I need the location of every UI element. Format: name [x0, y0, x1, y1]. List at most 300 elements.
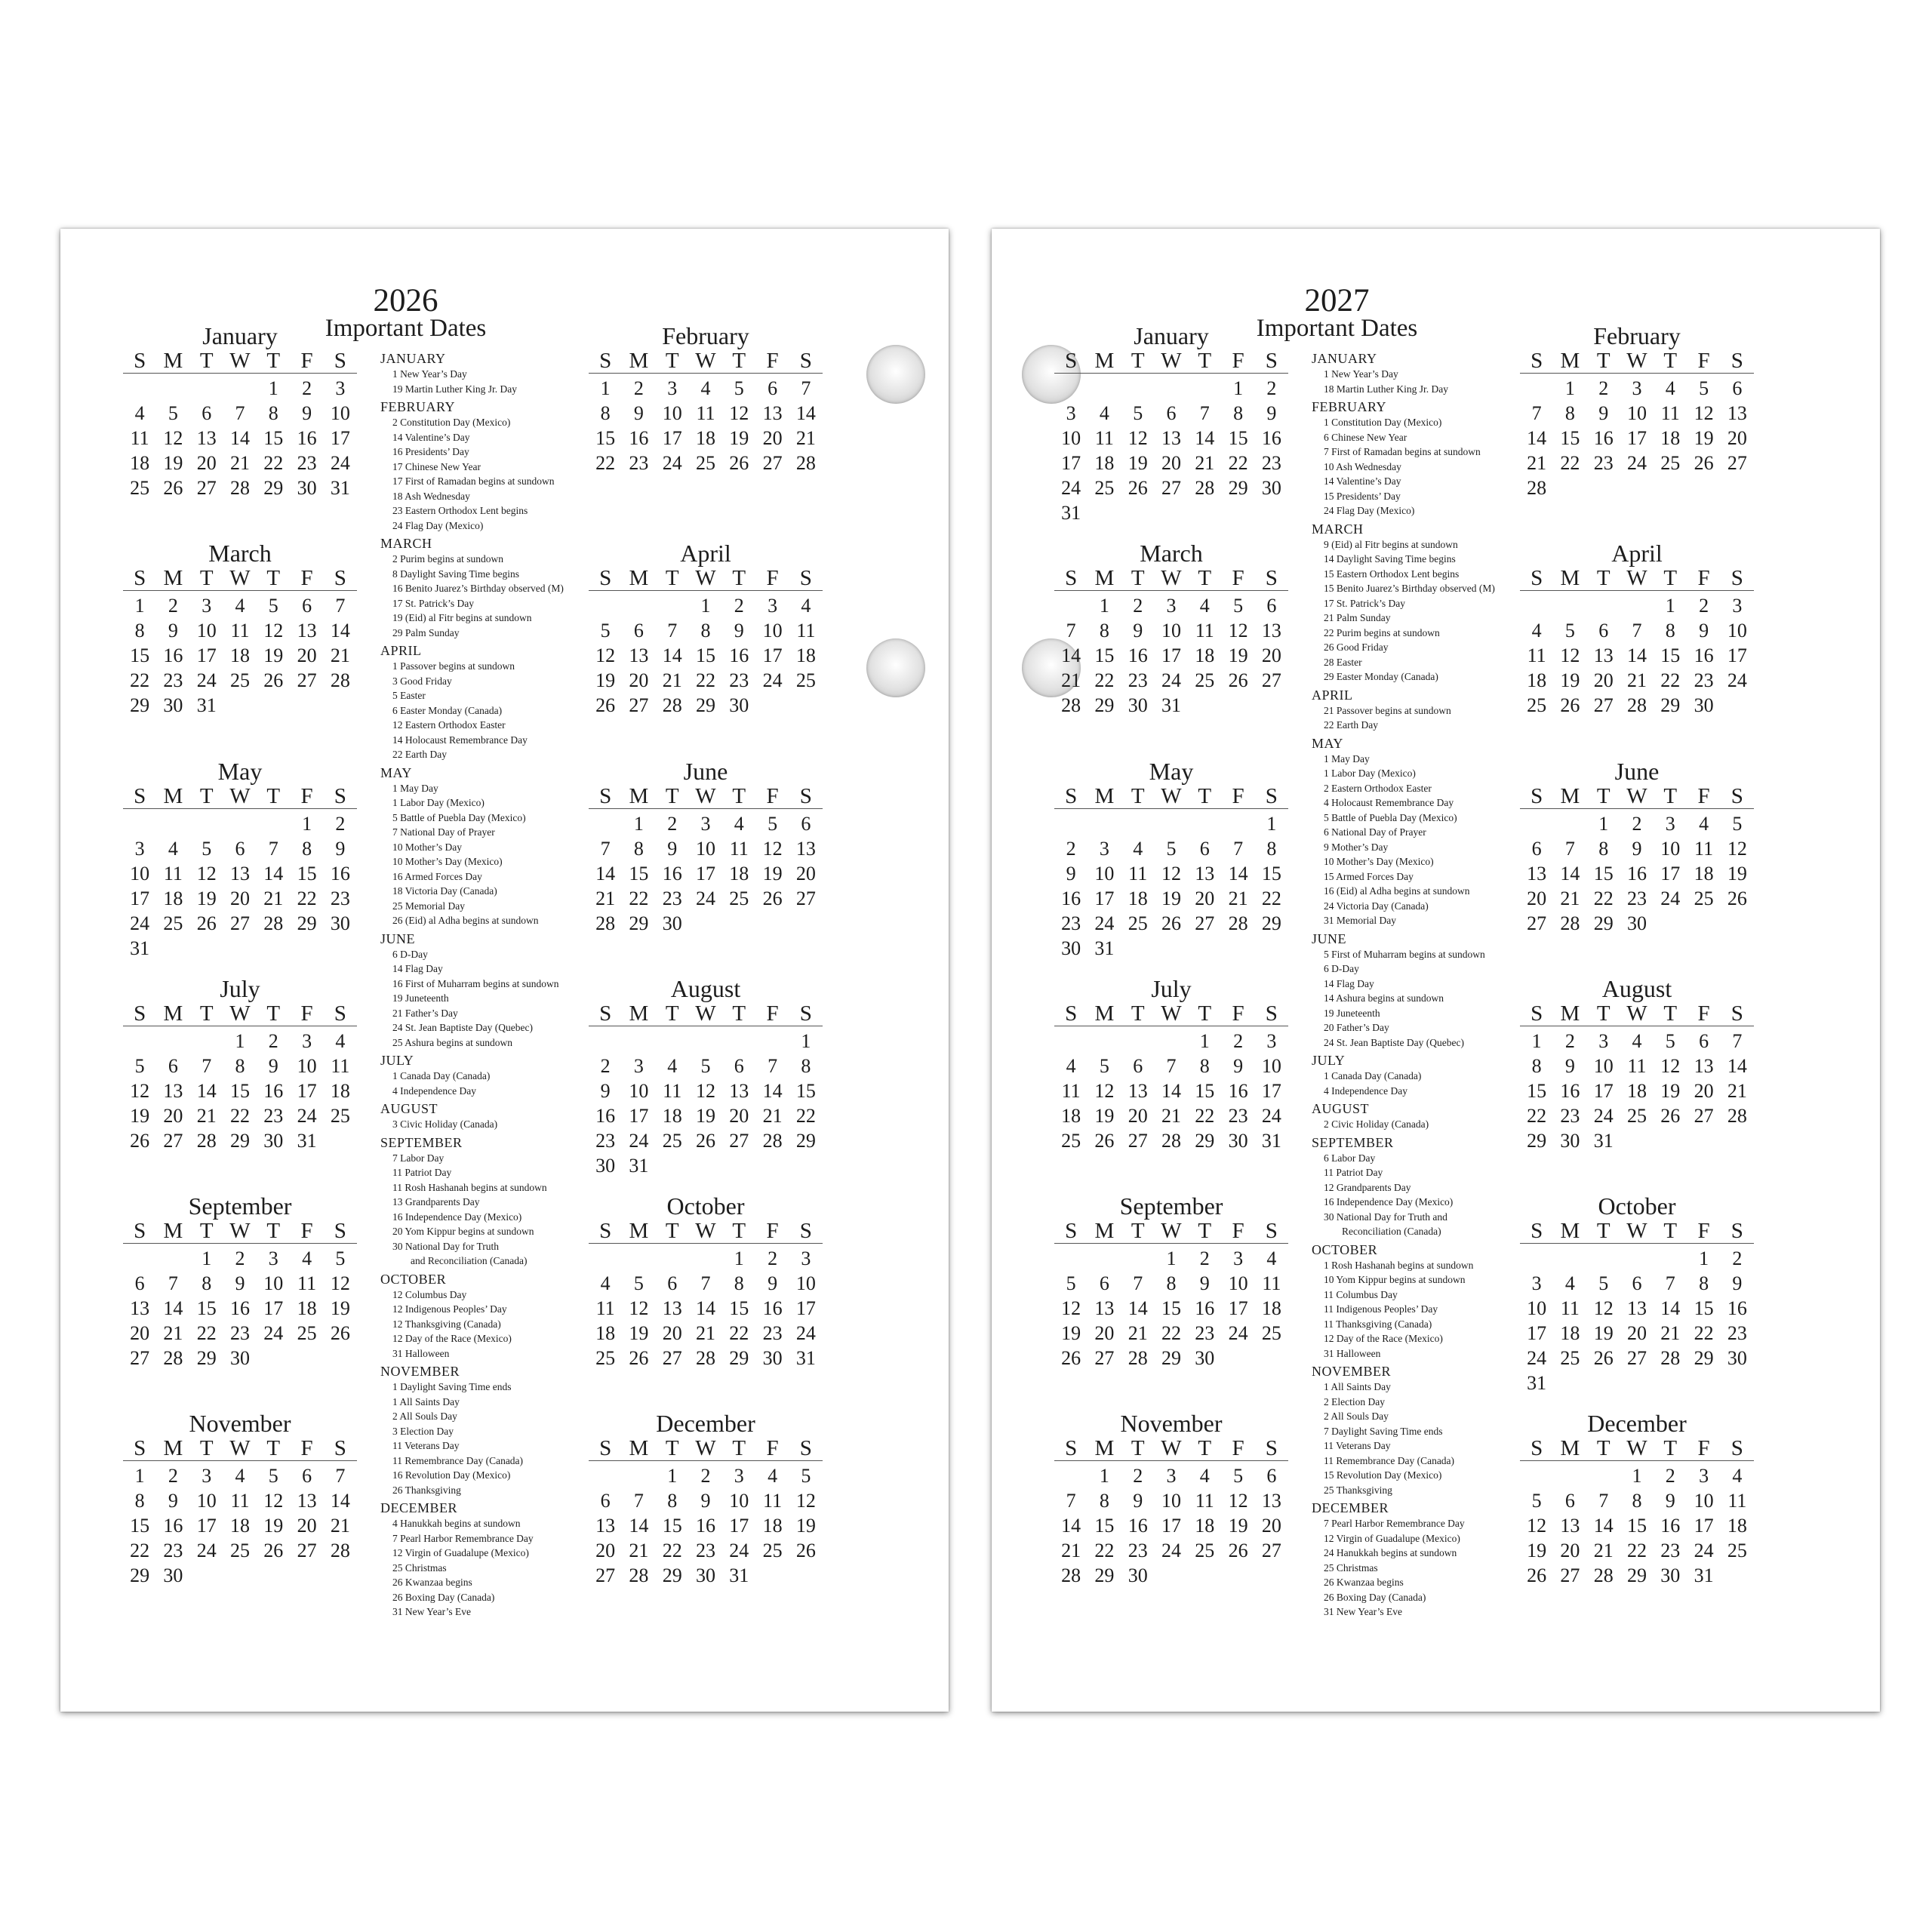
day-number: 21: [1061, 1540, 1081, 1561]
binder-hole-bottom: [866, 638, 925, 697]
day-number: 3: [202, 595, 212, 617]
important-date-item: 24 Flag Day (Mexico): [1324, 505, 1415, 516]
empty-cell: [156, 376, 189, 401]
day-number: 16: [729, 645, 749, 666]
day-number: 2: [1199, 1247, 1210, 1269]
weekday-header: [589, 566, 823, 591]
weekday-label: T: [1131, 784, 1145, 808]
day-number: 31: [196, 694, 217, 716]
day-number: 12: [1128, 427, 1148, 449]
empty-cell: [1054, 1463, 1088, 1488]
empty-cell: [123, 1246, 156, 1271]
weekday-label: S: [799, 349, 812, 373]
day-number: 15: [595, 427, 616, 449]
empty-cell: [1553, 811, 1586, 836]
day-number: 28: [1727, 1105, 1747, 1127]
day-number: 17: [263, 1297, 284, 1319]
day-number: 30: [163, 1564, 183, 1586]
day-number: 3: [268, 1247, 278, 1269]
month-calendar-april: [589, 540, 823, 718]
day-number: 23: [1195, 1322, 1215, 1344]
empty-cell: [1121, 376, 1155, 401]
day-number: 20: [1261, 645, 1281, 666]
empty-cell: [1188, 376, 1221, 401]
weekday-label: M: [163, 349, 183, 373]
important-date-item: 31 New Year’s Eve: [392, 1606, 471, 1617]
day-number: 18: [163, 888, 183, 909]
day-number: 5: [1598, 1272, 1609, 1294]
day-number: 13: [1593, 645, 1614, 666]
day-number: 26: [1694, 452, 1714, 474]
important-date-item: 11 Patriot Day: [392, 1167, 452, 1178]
day-number: 22: [1593, 888, 1614, 909]
weekday-label: F: [300, 1001, 313, 1026]
important-date-item: 14 Flag Day: [392, 963, 443, 974]
day-number: 13: [795, 838, 816, 860]
day-number: 21: [762, 1105, 783, 1127]
day-number: 24: [1228, 1322, 1248, 1344]
weekday-label: M: [629, 1436, 649, 1460]
weekday-label: W: [1161, 1001, 1182, 1026]
day-number: 27: [1261, 669, 1281, 691]
day-number: 28: [662, 694, 682, 716]
day-number: 10: [1527, 1297, 1547, 1319]
important-date-item: 12 Day of the Race (Mexico): [392, 1333, 512, 1344]
weekday-label: S: [799, 566, 812, 590]
day-number: 5: [600, 620, 611, 641]
day-number: 18: [229, 645, 250, 666]
day-number: 26: [263, 669, 284, 691]
day-number: 14: [1195, 427, 1215, 449]
day-number: 9: [667, 838, 678, 860]
day-number: 5: [1531, 1490, 1542, 1512]
day-number: 19: [1128, 452, 1148, 474]
day-number: 29: [263, 477, 284, 499]
empty-cell: [190, 1029, 223, 1054]
day-number: 14: [229, 427, 250, 449]
day-number: 26: [1228, 1540, 1248, 1561]
day-number: 3: [667, 377, 678, 399]
weekday-label: F: [766, 784, 779, 808]
day-number: 2: [168, 595, 178, 617]
day-number: 14: [695, 1297, 715, 1319]
important-date-item: 5 Battle of Puebla Day (Mexico): [392, 811, 526, 823]
day-number: 9: [1699, 620, 1709, 641]
important-date-item: 20 Yom Kippur begins at sundown: [392, 1226, 534, 1237]
day-number: 19: [1094, 1105, 1115, 1127]
day-number: 6: [600, 1490, 611, 1512]
day-number: 24: [1727, 669, 1747, 691]
day-number: 25: [1195, 1540, 1215, 1561]
day-number: 12: [263, 1490, 284, 1512]
day-number: 13: [229, 863, 250, 884]
month-calendar-october: [589, 1193, 823, 1371]
day-number: 18: [229, 1515, 250, 1537]
weekday-label: W: [229, 784, 251, 808]
day-number: 22: [1527, 1105, 1547, 1127]
important-date-item: 22 Purim begins at sundown: [1324, 626, 1440, 638]
important-date-item: 1 Constitution Day (Mexico): [1324, 417, 1442, 428]
month-name: May: [217, 758, 263, 785]
empty-cell: [1520, 1246, 1553, 1271]
day-number: 15: [263, 427, 284, 449]
weekday-label: S: [1730, 1436, 1743, 1460]
empty-cell: [1520, 376, 1553, 401]
calendar-page-2026: [60, 229, 949, 1712]
weekday-label: W: [1161, 566, 1182, 590]
day-number: 23: [1626, 888, 1647, 909]
important-date-item: 6 Labor Day: [1324, 1152, 1376, 1164]
weekday-label: S: [1065, 784, 1078, 808]
day-number: 8: [1564, 402, 1575, 424]
day-number: 22: [1161, 1322, 1181, 1344]
day-number: 7: [667, 620, 678, 641]
day-number: 10: [795, 1272, 816, 1294]
calendar-page-2027: [992, 229, 1880, 1712]
weekday-label: S: [1531, 1219, 1543, 1243]
important-date-item: 15 Presidents’ Day: [1324, 490, 1401, 502]
empty-cell: [1155, 1029, 1188, 1054]
day-number: 6: [134, 1272, 145, 1294]
day-number: 14: [629, 1515, 649, 1537]
important-date-item: 19 Juneteenth: [1324, 1007, 1380, 1019]
day-number: 23: [695, 1540, 715, 1561]
important-date-item: 18 Victoria Day (Canada): [392, 885, 497, 897]
day-grid: [589, 1026, 823, 1178]
day-number: 9: [1632, 838, 1642, 860]
day-number: 8: [801, 1055, 811, 1077]
day-number: 9: [335, 838, 346, 860]
day-number: 25: [762, 1540, 783, 1561]
day-number: 30: [229, 1347, 250, 1369]
day-number: 4: [1699, 813, 1709, 835]
day-number: 25: [662, 1130, 682, 1152]
weekday-label: M: [1094, 1436, 1115, 1460]
day-number: 11: [1527, 645, 1546, 666]
month-calendar-july: [123, 976, 357, 1153]
day-number: 3: [1066, 402, 1076, 424]
day-number: 17: [1727, 645, 1747, 666]
day-number: 8: [1199, 1055, 1210, 1077]
day-number: 25: [229, 1540, 250, 1561]
weekday-label: W: [695, 566, 716, 590]
weekday-label: T: [1198, 1436, 1212, 1460]
day-number: 23: [263, 1105, 284, 1127]
weekday-label: T: [1596, 1001, 1611, 1026]
day-number: 11: [1560, 1297, 1580, 1319]
day-number: 27: [1128, 1130, 1148, 1152]
day-number: 30: [1128, 694, 1148, 716]
month-calendar-july: [1054, 976, 1288, 1153]
day-number: 17: [662, 427, 682, 449]
empty-cell: [1553, 1246, 1586, 1271]
important-date-item: 7 Labor Day: [392, 1152, 445, 1164]
day-number: 21: [330, 1515, 350, 1537]
weekday-label: T: [1131, 1001, 1145, 1026]
weekday-label: W: [695, 784, 716, 808]
day-number: 26: [1128, 477, 1148, 499]
day-number: 1: [202, 1247, 212, 1269]
day-grid: [1054, 1244, 1288, 1371]
day-number: 29: [1694, 1347, 1714, 1369]
day-number: 6: [801, 813, 811, 835]
month-name: June: [1614, 758, 1660, 785]
day-number: 3: [1099, 838, 1109, 860]
day-number: 20: [130, 1322, 150, 1344]
day-number: 17: [196, 645, 217, 666]
day-number: 11: [696, 402, 715, 424]
important-date-item: 26 Kwanzaa begins: [1324, 1577, 1404, 1588]
day-number: 16: [1694, 645, 1714, 666]
day-number: 30: [1660, 1564, 1681, 1586]
day-number: 14: [1128, 1297, 1148, 1319]
day-number: 20: [729, 1105, 749, 1127]
month-name: July: [1151, 975, 1192, 1002]
empty-cell: [1088, 376, 1121, 401]
day-number: 17: [196, 1515, 217, 1537]
day-number: 24: [1261, 1105, 1281, 1127]
weekday-header: [123, 566, 357, 591]
day-number: 1: [734, 1247, 744, 1269]
day-number: 23: [1560, 1105, 1580, 1127]
day-number: 27: [629, 694, 649, 716]
day-number: 1: [1564, 377, 1575, 399]
day-number: 27: [1727, 452, 1747, 474]
day-number: 4: [168, 838, 178, 860]
day-number: 10: [1694, 1490, 1714, 1512]
day-number: 9: [600, 1080, 611, 1102]
weekday-label: S: [334, 784, 346, 808]
empty-cell: [689, 1029, 722, 1054]
day-grid: [123, 1244, 357, 1371]
weekday-label: S: [1265, 1001, 1278, 1026]
important-date-item: 6 National Day of Prayer: [1324, 826, 1426, 838]
important-date-item: 31 Halloween: [392, 1347, 450, 1359]
empty-cell: [656, 593, 689, 618]
day-number: 24: [196, 1540, 217, 1561]
day-number: 20: [762, 427, 783, 449]
day-grid: [589, 1244, 823, 1371]
day-number: 28: [196, 1130, 217, 1152]
day-number: 30: [1128, 1564, 1148, 1586]
important-date-item: 18 Ash Wednesday: [392, 490, 470, 502]
day-number: 19: [1694, 427, 1714, 449]
empty-cell: [123, 811, 156, 836]
day-number: 6: [768, 377, 778, 399]
day-number: 4: [1632, 1030, 1642, 1052]
day-number: 20: [229, 888, 250, 909]
day-number: 10: [1626, 402, 1647, 424]
weekday-label: M: [163, 1436, 183, 1460]
important-dates-title: Important Dates: [325, 315, 487, 342]
day-number: 12: [795, 1490, 816, 1512]
day-number: 4: [667, 1055, 678, 1077]
weekday-label: S: [599, 1436, 612, 1460]
day-number: 14: [1061, 645, 1081, 666]
day-number: 13: [762, 402, 783, 424]
day-number: 18: [662, 1105, 682, 1127]
day-number: 12: [729, 402, 749, 424]
day-number: 23: [1727, 1322, 1747, 1344]
day-number: 13: [1626, 1297, 1647, 1319]
day-number: 4: [801, 595, 811, 617]
day-number: 26: [795, 1540, 816, 1561]
empty-cell: [622, 593, 655, 618]
month-calendar-november: [1054, 1411, 1288, 1588]
day-number: 4: [335, 1030, 346, 1052]
day-number: 25: [1560, 1347, 1580, 1369]
day-number: 19: [729, 427, 749, 449]
important-dates-list: [380, 351, 595, 1620]
day-number: 2: [1133, 1465, 1143, 1487]
day-number: 7: [1233, 838, 1244, 860]
month-calendar-march: [123, 540, 357, 718]
day-number: 26: [1727, 888, 1747, 909]
weekday-label: M: [629, 566, 649, 590]
empty-cell: [1121, 1029, 1155, 1054]
day-number: 29: [662, 1564, 682, 1586]
day-number: 19: [762, 863, 783, 884]
important-date-item: 1 Labor Day (Mexico): [392, 797, 485, 808]
day-number: 18: [1527, 669, 1547, 691]
empty-cell: [1553, 1463, 1586, 1488]
day-number: 11: [1627, 1055, 1647, 1077]
day-number: 2: [1066, 838, 1076, 860]
day-number: 20: [1128, 1105, 1148, 1127]
day-number: 7: [1066, 620, 1076, 641]
important-date-item: 26 Boxing Day (Canada): [1324, 1591, 1426, 1603]
day-number: 24: [1061, 477, 1081, 499]
day-number: 5: [1133, 402, 1143, 424]
day-number: 29: [1261, 912, 1281, 934]
important-month-heading: AUGUST: [1312, 1101, 1370, 1116]
weekday-label: T: [266, 1436, 281, 1460]
day-number: 23: [330, 888, 350, 909]
day-number: 29: [695, 694, 715, 716]
day-number: 10: [1593, 1055, 1614, 1077]
empty-cell: [190, 376, 223, 401]
day-number: 6: [633, 620, 644, 641]
day-number: 16: [1128, 1515, 1148, 1537]
day-number: 18: [1195, 1515, 1215, 1537]
weekday-label: T: [665, 1001, 679, 1026]
empty-cell: [1121, 1246, 1155, 1271]
empty-cell: [257, 811, 290, 836]
weekday-label: F: [766, 349, 779, 373]
day-number: 18: [1727, 1515, 1747, 1537]
day-number: 25: [1527, 694, 1547, 716]
day-number: 27: [297, 669, 317, 691]
day-number: 13: [629, 645, 649, 666]
weekday-label: T: [665, 1436, 679, 1460]
day-number: 24: [263, 1322, 284, 1344]
day-number: 1: [1166, 1247, 1177, 1269]
weekday-label: T: [1663, 784, 1678, 808]
important-date-item: 14 Ashura begins at sundown: [1324, 992, 1444, 1004]
day-number: 4: [1266, 1247, 1277, 1269]
day-number: 9: [1266, 402, 1277, 424]
day-number: 9: [268, 1055, 278, 1077]
weekday-label: S: [334, 1219, 346, 1243]
day-number: 23: [762, 1322, 783, 1344]
day-grid: [123, 1461, 357, 1588]
important-date-item: and Reconciliation (Canada): [411, 1255, 528, 1266]
day-number: 12: [1660, 1055, 1681, 1077]
day-number: 24: [629, 1130, 649, 1152]
weekday-label: S: [1730, 784, 1743, 808]
weekday-label: T: [1198, 566, 1212, 590]
day-number: 10: [729, 1490, 749, 1512]
day-number: 30: [595, 1155, 616, 1177]
day-number: 30: [330, 912, 350, 934]
day-number: 20: [297, 1515, 317, 1537]
day-number: 25: [595, 1347, 616, 1369]
day-number: 7: [168, 1272, 178, 1294]
day-number: 26: [762, 888, 783, 909]
day-number: 16: [629, 427, 649, 449]
day-number: 8: [1099, 620, 1109, 641]
day-number: 16: [1593, 427, 1614, 449]
day-number: 12: [330, 1272, 350, 1294]
important-date-item: 5 Easter: [392, 690, 426, 701]
day-number: 30: [762, 1347, 783, 1369]
weekday-label: W: [229, 1219, 251, 1243]
day-number: 5: [1699, 377, 1709, 399]
important-date-item: 12 Eastern Orthodox Easter: [392, 719, 506, 731]
day-number: 9: [302, 402, 312, 424]
month-calendar-february: [1520, 323, 1754, 500]
day-number: 24: [795, 1322, 816, 1344]
day-number: 14: [1161, 1080, 1181, 1102]
day-number: 5: [268, 1465, 278, 1487]
day-number: 3: [1266, 1030, 1277, 1052]
day-number: 9: [1732, 1272, 1743, 1294]
day-number: 11: [331, 1055, 350, 1077]
day-number: 19: [629, 1322, 649, 1344]
day-number: 28: [1061, 694, 1081, 716]
day-number: 10: [263, 1272, 284, 1294]
empty-cell: [1054, 376, 1088, 401]
month-name: January: [202, 322, 278, 349]
empty-cell: [1520, 1463, 1553, 1488]
weekday-label: M: [1560, 1219, 1580, 1243]
weekday-label: S: [1065, 1001, 1078, 1026]
empty-cell: [622, 1463, 655, 1488]
day-number: 13: [1094, 1297, 1115, 1319]
important-date-item: 7 First of Ramadan begins at sundown: [1324, 446, 1481, 457]
weekday-label: T: [266, 1219, 281, 1243]
day-number: 11: [1195, 1490, 1214, 1512]
day-number: 2: [734, 595, 744, 617]
important-date-item: 16 First of Muharram begins at sundown: [392, 977, 559, 989]
weekday-label: T: [1198, 1001, 1212, 1026]
empty-cell: [1520, 811, 1553, 836]
day-number: 9: [734, 620, 744, 641]
day-number: 8: [633, 838, 644, 860]
day-number: 23: [1593, 452, 1614, 474]
month-name: April: [1611, 540, 1663, 567]
day-number: 28: [330, 669, 350, 691]
important-date-item: 15 Eastern Orthodox Lent begins: [1324, 568, 1460, 580]
important-date-item: 10 Mother’s Day (Mexico): [1324, 856, 1434, 867]
day-number: 23: [1061, 912, 1081, 934]
day-number: 22: [130, 1540, 150, 1561]
empty-cell: [1587, 1246, 1620, 1271]
day-number: 17: [1094, 888, 1115, 909]
day-number: 15: [1094, 1515, 1115, 1537]
day-number: 14: [330, 1490, 350, 1512]
day-number: 4: [235, 595, 245, 617]
